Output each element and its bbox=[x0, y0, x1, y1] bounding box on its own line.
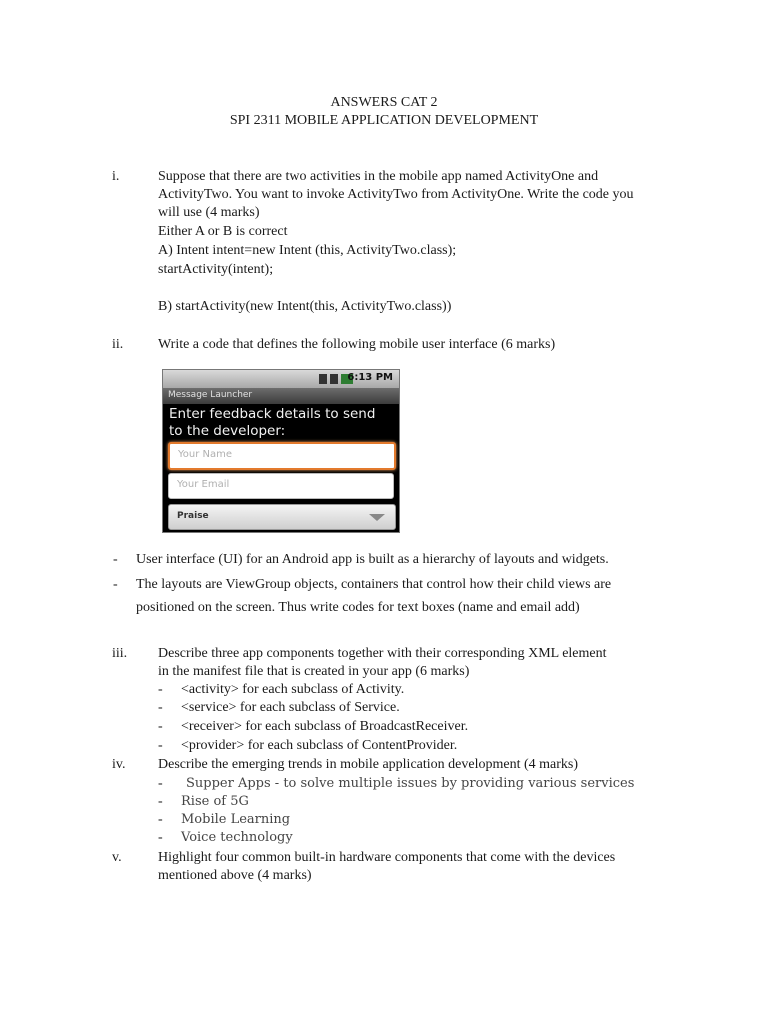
question-text: Describe the emerging trends in mobile application development (4 marks) bbox=[158, 757, 579, 772]
question-text: mentioned above (4 marks) bbox=[158, 868, 312, 883]
feedback-type-spinner bbox=[168, 504, 396, 530]
list-dash: - bbox=[158, 812, 163, 827]
list-item: Voice technology bbox=[181, 830, 293, 845]
list-item: <receiver> for each subclass of BroadcastReceiver. bbox=[181, 719, 469, 734]
question-number: i. bbox=[112, 169, 120, 184]
bullet-dash: - bbox=[113, 552, 118, 567]
list-item: Rise of 5G bbox=[181, 794, 249, 809]
name-placeholder: Your Name bbox=[178, 449, 233, 460]
network-icon bbox=[330, 374, 338, 384]
name-field bbox=[168, 442, 396, 470]
question-number: iii. bbox=[112, 646, 128, 661]
question-text: in the manifest file that is created in your app (6 marks) bbox=[158, 664, 470, 679]
status-bar bbox=[163, 370, 399, 388]
list-item: <activity> for each subclass of Activity. bbox=[181, 682, 405, 697]
bullet-text: positioned on the screen. Thus write codes for text boxes (name and email add) bbox=[136, 600, 580, 615]
signal-icon bbox=[319, 374, 327, 384]
question-text: will use (4 marks) bbox=[158, 205, 260, 220]
app-title-bar bbox=[163, 388, 399, 404]
list-dash: - bbox=[158, 738, 163, 753]
question-number: iv. bbox=[112, 757, 126, 772]
list-dash: - bbox=[158, 830, 163, 845]
document-subtitle: SPI 2311 MOBILE APPLICATION DEVELOPMENT bbox=[229, 113, 539, 128]
list-dash: - bbox=[158, 794, 163, 809]
bullet-text: The layouts are ViewGroup objects, containers that control how their child views are bbox=[136, 577, 612, 592]
bullet-dash: - bbox=[113, 577, 118, 592]
list-dash: - bbox=[158, 682, 163, 697]
question-text: Write a code that defines the following mobile user interface (6 marks) bbox=[158, 337, 556, 352]
status-time: 6:13 PM bbox=[347, 372, 393, 383]
list-item: Mobile Learning bbox=[181, 812, 291, 827]
feedback-prompt: Enter feedback details to send to the developer: bbox=[169, 406, 376, 439]
email-placeholder: Your Email bbox=[177, 479, 230, 490]
code-line: A) Intent intent=new Intent (this, ActivityTwo.class); bbox=[158, 243, 457, 258]
question-text: Suppose that there are two activities in the mobile app named ActivityOne and bbox=[158, 169, 599, 184]
document-title: ANSWERS CAT 2 bbox=[330, 95, 438, 110]
list-dash: - bbox=[158, 719, 163, 734]
dropdown-arrow-icon bbox=[369, 514, 385, 521]
question-number: ii. bbox=[112, 337, 124, 352]
question-number: v. bbox=[112, 850, 122, 865]
list-item: Supper Apps - to solve multiple issues by providing various services bbox=[186, 776, 635, 791]
code-line: B) startActivity(new Intent(this, ActivityTwo.class)) bbox=[158, 299, 452, 314]
answer-text: Either A or B is correct bbox=[158, 224, 288, 239]
spinner-value: Praise bbox=[177, 511, 209, 521]
email-field bbox=[168, 473, 394, 499]
list-item: <service> for each subclass of Service. bbox=[181, 700, 400, 715]
question-text: Describe three app components together with their corresponding XML element bbox=[158, 646, 607, 661]
bullet-text: User interface (UI) for an Android app is built as a hierarchy of layouts and widgets. bbox=[136, 552, 609, 567]
list-item: <provider> for each subclass of ContentProvider. bbox=[181, 738, 458, 753]
code-line: startActivity(intent); bbox=[158, 262, 274, 277]
question-text: Highlight four common built-in hardware components that come with the devices bbox=[158, 850, 616, 865]
question-text: ActivityTwo. You want to invoke ActivityTwo from ActivityOne. Write the code you bbox=[158, 187, 634, 202]
list-dash: - bbox=[158, 700, 163, 715]
list-dash: - bbox=[158, 776, 163, 791]
app-title: Message Launcher bbox=[168, 390, 253, 400]
phone-ui-screenshot bbox=[162, 369, 400, 533]
